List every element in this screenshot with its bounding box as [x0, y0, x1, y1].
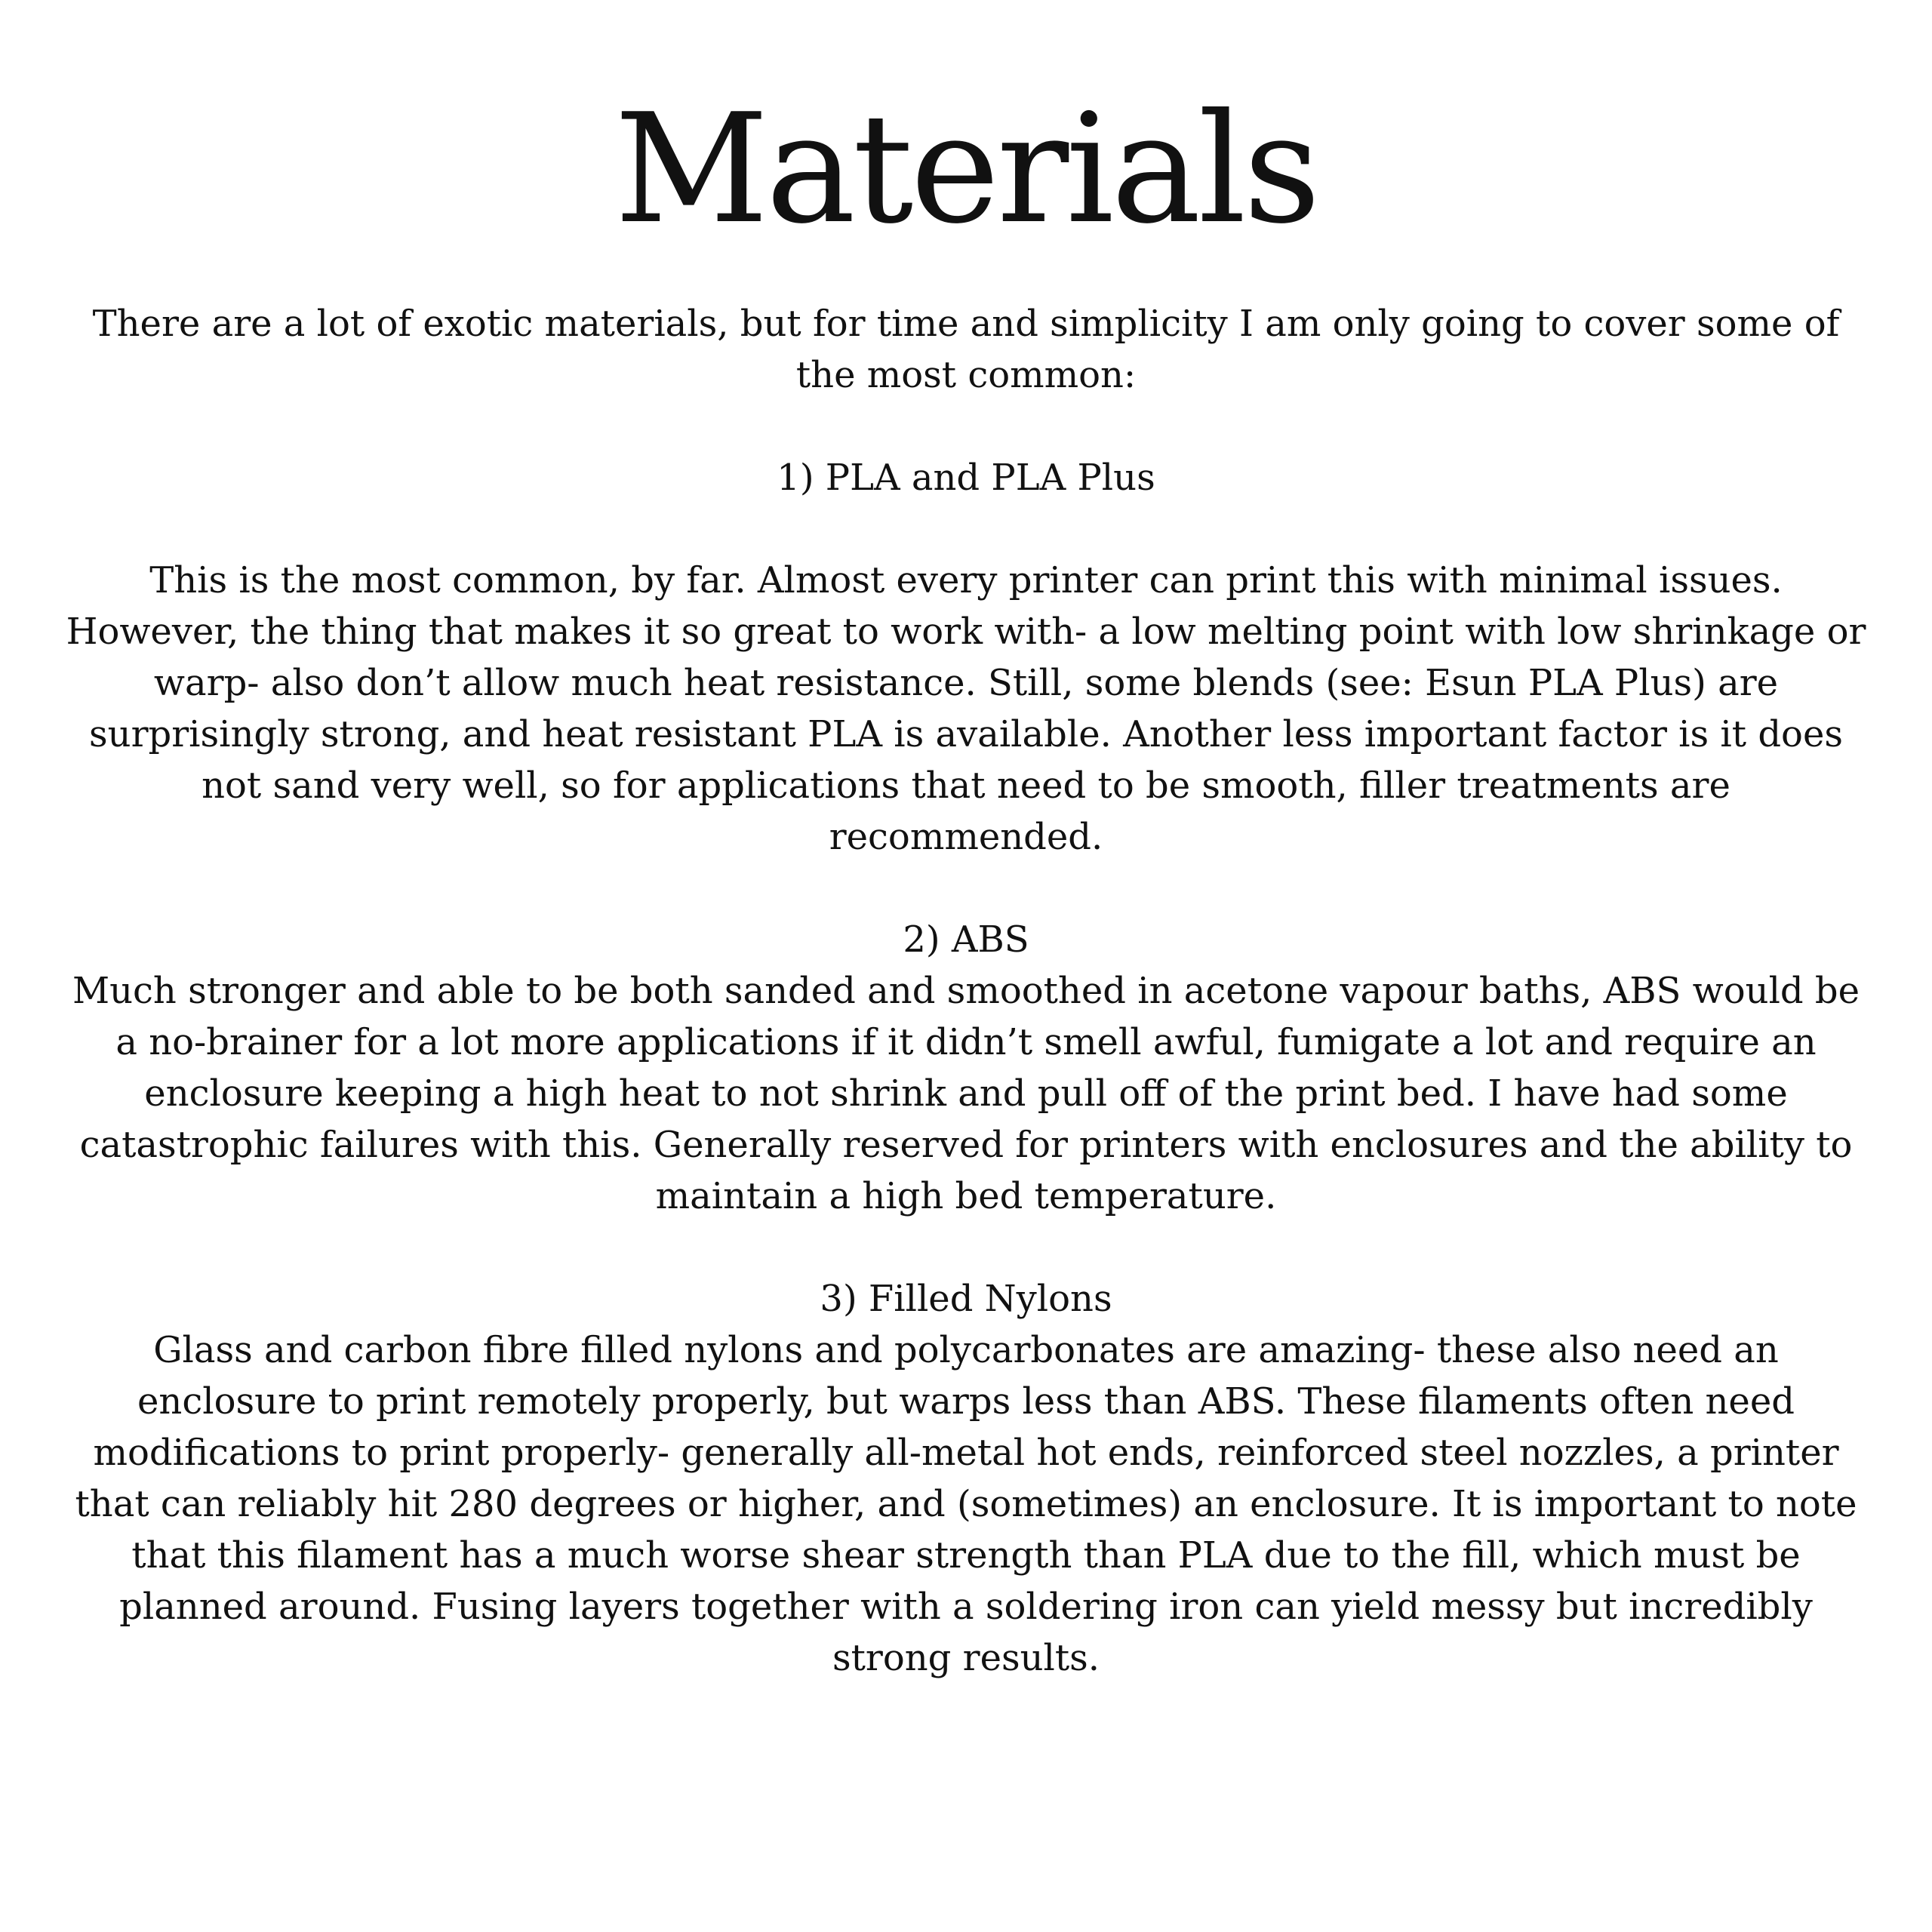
page-title: Materials [614, 82, 1318, 257]
spacer [60, 401, 1872, 452]
section-heading-filled-nylons: 3) Filled Nylons [820, 1278, 1112, 1320]
section-text-abs: Much stronger and able to be both sanded and smoothed in acetone vapour baths, ABS would be a no-brainer for a lot more applications if it didn’t smell awful, fumigate a lot and require an enclosure keeping a high heat to not shrink and pull off of the print bed. I have had some catastrophic failures with this. Generally reserved for printers with enclosures and the ability to maintain a high bed temperature. [72, 970, 1860, 1217]
document-body [60, 298, 1872, 1684]
spacer [60, 863, 1872, 914]
section-heading-pla: 1) PLA and PLA Plus [777, 457, 1155, 499]
section-text-filled-nylons: Glass and carbon fibre filled nylons and polycarbonates are amazing- these also need an enclosure to print remotely properly, but warps less than ABS. These filaments often need modifications to print properly- generally all-metal hot ends, reinforced steel nozzles, a printer that can reliably hit 280 degrees or higher, and (sometimes) an enclosure. It is important to note that this filament has a much worse shear strength than PLA due to the fill, which must be planned around. Fusing layers together with a soldering iron can yield messy but incredibly strong results. [75, 1329, 1857, 1679]
section-heading-abs: 2) ABS [903, 918, 1029, 961]
spacer [60, 503, 1872, 555]
section-text-pla: This is the most common, by far. Almost every printer can print this with minimal issues. However, the thing that makes it so great to work with- a low melting point with low shrinkage or warp- also don’t allow much heat resistance. Still, some blends (see: Esun PLA Plus) are surprisingly strong, and heat resistant PLA is available. Another less important factor is it does not sand very well, so for applications that need to be smooth, filler treatments are recommended. [66, 559, 1866, 858]
spacer [60, 1222, 1872, 1273]
intro-paragraph: There are a lot of exotic materials, but for time and simplicity I am only going to cover some of the most common: [92, 303, 1840, 396]
